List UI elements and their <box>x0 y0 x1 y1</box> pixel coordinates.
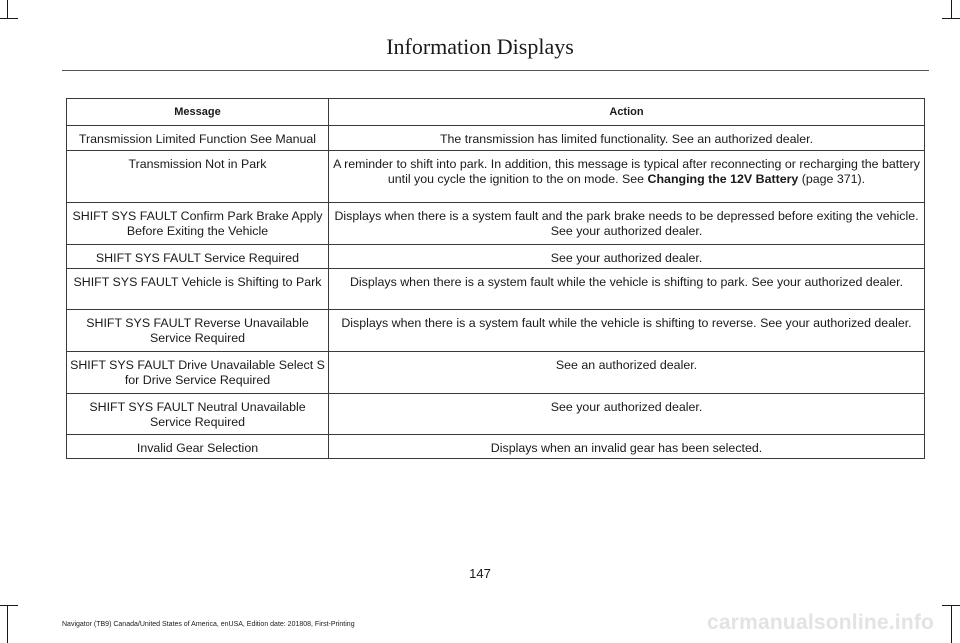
table-row <box>67 352 925 394</box>
message-cell: SHIFT SYS FAULT Vehicle is Shifting to Park <box>67 269 329 310</box>
table-row <box>67 203 925 245</box>
column-header-action: Action <box>329 99 925 126</box>
message-cell: SHIFT SYS FAULT Service Required <box>67 245 329 269</box>
crop-mark <box>942 605 960 606</box>
table-row <box>67 394 925 435</box>
page-reference-link[interactable]: Changing the 12V Battery <box>647 172 799 186</box>
table-row <box>67 245 925 269</box>
action-cell: See an authorized dealer. <box>329 352 925 394</box>
message-cell: Transmission Not in Park <box>67 151 329 203</box>
action-cell <box>329 151 925 203</box>
message-cell: SHIFT SYS FAULT Reverse Unavailable Service Required <box>67 310 329 352</box>
messages-table <box>66 98 925 459</box>
crop-mark <box>7 605 8 643</box>
action-cell: Displays when there is a system fault while the vehicle is shifting to park. See your authorized dealer. <box>329 269 925 310</box>
crop-mark <box>951 0 952 18</box>
action-cell: See your authorized dealer. <box>329 245 925 269</box>
header-divider <box>62 70 929 71</box>
page-number: 147 <box>469 566 491 581</box>
crop-mark <box>942 18 960 19</box>
message-cell: Transmission Limited Function See Manual <box>67 126 329 151</box>
message-cell: SHIFT SYS FAULT Neutral Unavailable Service Required <box>67 394 329 435</box>
table-row <box>67 151 925 203</box>
action-cell: See your authorized dealer. <box>329 394 925 435</box>
table-row <box>67 310 925 352</box>
action-text: A reminder to shift into park. In addition, this message is typical after reconnecting or recharging the battery until you cycle the ignition to the on mode. See <box>333 157 920 186</box>
message-cell: SHIFT SYS FAULT Confirm Park Brake Apply Before Exiting the Vehicle <box>67 203 329 245</box>
table-row <box>67 269 925 310</box>
message-cell: SHIFT SYS FAULT Drive Unavailable Select S for Drive Service Required <box>67 352 329 394</box>
table-row <box>67 126 925 151</box>
watermark: carmanualsonline.info <box>707 611 935 634</box>
action-cell: Displays when an invalid gear has been selected. <box>329 435 925 459</box>
edition-footer: Navigator (TB9) Canada/United States of America, enUSA, Edition date: 201808, First-Printing <box>62 621 355 628</box>
page-title: Information Displays <box>386 34 574 59</box>
action-cell: Displays when there is a system fault and the park brake needs to be depressed before exiting the vehicle. See your authorized dealer. <box>329 203 925 245</box>
action-text-suffix: (page 371). <box>798 172 866 186</box>
table-header-row <box>67 99 925 126</box>
action-cell: The transmission has limited functionality. See an authorized dealer. <box>329 126 925 151</box>
crop-mark <box>951 605 952 643</box>
crop-mark <box>0 18 18 19</box>
action-cell: Displays when there is a system fault while the vehicle is shifting to reverse. See your authorized dealer. <box>329 310 925 352</box>
message-cell: Invalid Gear Selection <box>67 435 329 459</box>
table-row <box>67 435 925 459</box>
crop-mark <box>7 0 8 18</box>
column-header-message: Message <box>67 99 329 126</box>
crop-mark <box>0 605 18 606</box>
